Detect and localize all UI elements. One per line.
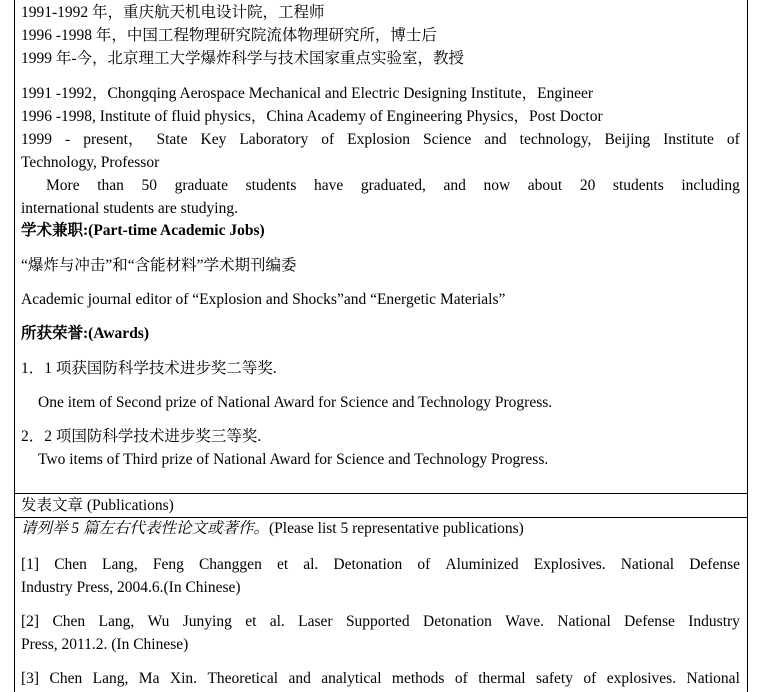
parttime-cn: “爆炸与冲击”和“含能材料”学术期刊编委 xyxy=(21,257,297,274)
publication-1-line-1: [1] Chen Lang, Feng Changgen et al. Detonation of Aluminized Explosives. National Defense xyxy=(21,556,740,573)
instruction-cn: 请列举 5 篇左右代表性论文或著作。 xyxy=(21,520,270,537)
parttime-heading: 学术兼职:(Part-time Academic Jobs) xyxy=(21,222,265,239)
publication-2-line-1: [2] Chen Lang, Wu Junying et al. Laser Supported Detonation Wave. National Defense Industry xyxy=(21,613,740,630)
career-en-line-2: 1996 -1998, Institute of fluid physics，China Academy of Engineering Physics，Post Doctor xyxy=(21,108,603,125)
award-1-en: One item of Second prize of National Award for Science and Technology Progress. xyxy=(38,394,553,411)
career-cn-line-1: 1991-1992 年，重庆航天机电设计院，工程师 xyxy=(21,4,325,21)
students-line-2: international students are studying. xyxy=(21,200,238,217)
publication-3-line-1: [3] Chen Lang, Ma Xin. Theoretical and analytical methods of thermal safety of explosives. National xyxy=(21,670,740,687)
publication-2-line-2: Press, 2011.2. (In Chinese) xyxy=(21,636,189,653)
award-2-cn: 2．2 项国防科学技术进步奖三等奖. xyxy=(21,428,262,445)
award-1-cn: 1．1 项获国防科学技术进步奖二等奖. xyxy=(21,360,277,377)
career-cn-line-3: 1999 年-今，北京理工大学爆炸科学与技术国家重点实验室，教授 xyxy=(21,50,465,67)
career-en-line-3: 1999 - present， State Key Laboratory of Explosion Science and technology, Beijing Institute of xyxy=(21,131,740,148)
parttime-en: Academic journal editor of “Explosion and Shocks”and “Energetic Materials” xyxy=(21,291,506,308)
career-cn-line-2: 1996 -1998 年，中国工程物理研究院流体物理研究所，博士后 xyxy=(21,27,437,44)
awards-heading: 所获荣誉:(Awards) xyxy=(21,325,150,342)
students-line-1: More than 50 graduate students have graduated, and now about 20 students including xyxy=(46,177,740,194)
career-en-line-1: 1991 -1992，Chongqing Aerospace Mechanical and Electric Designing Institute，Engineer xyxy=(21,85,594,102)
section-divider-bottom xyxy=(14,517,747,518)
publication-1-line-2: Industry Press, 2004.6.(In Chinese) xyxy=(21,579,241,596)
publications-instruction xyxy=(21,519,524,539)
career-en-line-4: Technology, Professor xyxy=(21,154,160,171)
section-divider-top xyxy=(14,493,747,494)
publications-heading: 发表文章 (Publications) xyxy=(21,497,174,514)
instruction-en: (Please list 5 representative publications) xyxy=(269,520,524,537)
award-2-en: Two items of Third prize of National Award for Science and Technology Progress. xyxy=(38,451,549,468)
